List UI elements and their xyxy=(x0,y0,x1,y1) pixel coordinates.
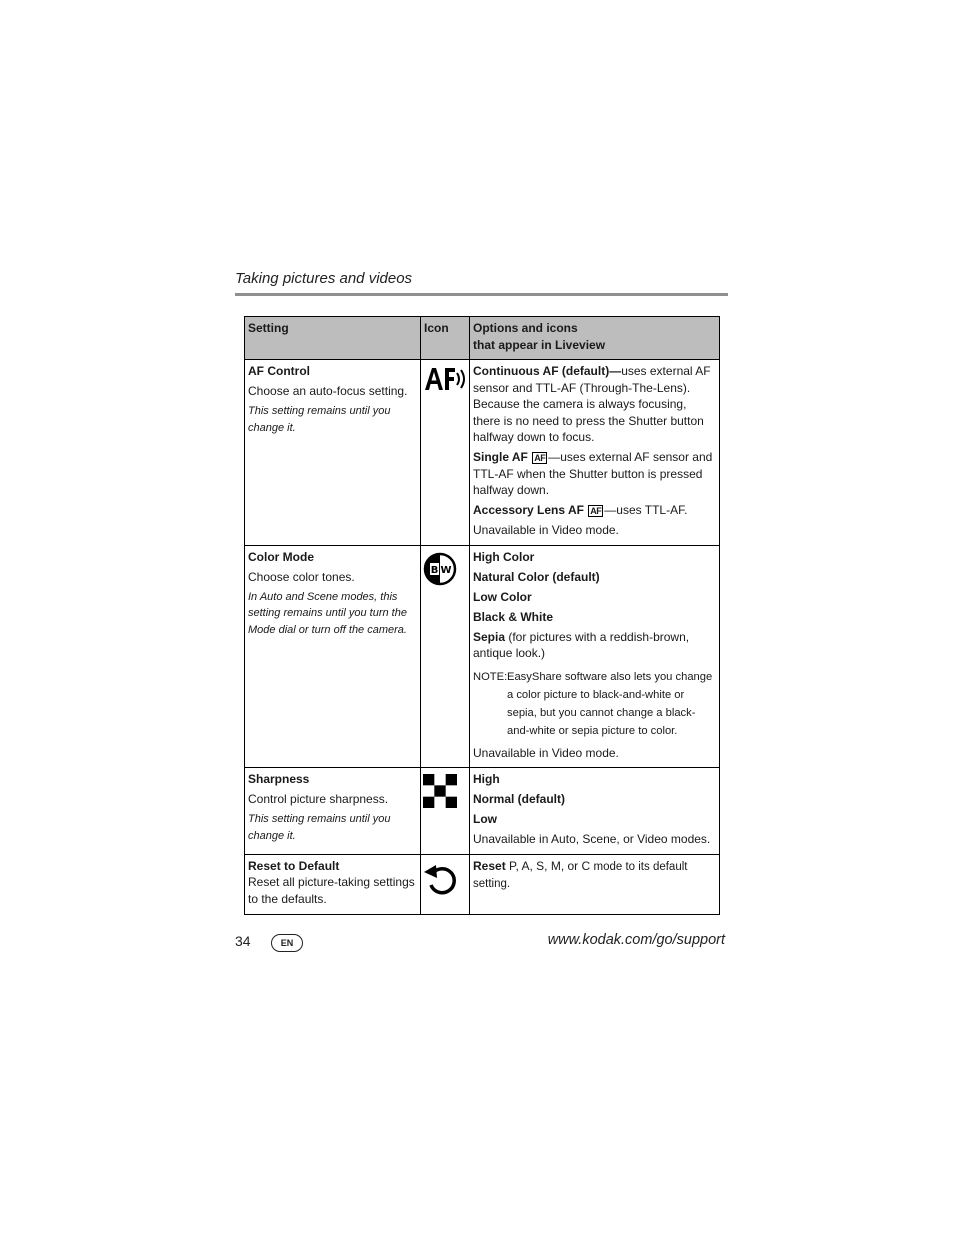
option-natural-color: Natural Color (default) xyxy=(473,569,600,584)
table-row xyxy=(245,360,720,546)
option-accessory xyxy=(473,502,716,519)
header-setting: Setting xyxy=(245,317,421,360)
setting-description: Reset all picture-taking settings to the defaults. xyxy=(248,875,415,906)
table-row xyxy=(245,768,720,855)
bw-icon-b: B xyxy=(430,564,439,576)
option-sepia-text: (for pictures with a reddish-brown, antique look.) xyxy=(473,629,690,660)
setting-cell xyxy=(245,854,421,914)
icon-cell xyxy=(421,545,470,768)
setting-name: Color Mode xyxy=(248,549,314,564)
option-accessory-text: —uses TTL-AF. xyxy=(604,503,688,517)
setting-cell xyxy=(245,768,421,855)
icon-cell xyxy=(421,854,470,914)
options-cell xyxy=(470,854,720,914)
af-accessory-icon: AF xyxy=(590,505,602,516)
header-rule xyxy=(235,293,728,296)
option-high: High xyxy=(473,772,500,786)
setting-note: This setting remains until you change it. xyxy=(248,813,391,842)
options-cell xyxy=(470,768,720,855)
setting-cell xyxy=(245,545,421,768)
option-sepia-label: Sepia xyxy=(473,629,506,644)
option-single-text: —uses external AF sensor and TTL-AF when the Shutter button is pressed halfway down. xyxy=(473,450,713,497)
setting-description: Choose color tones. xyxy=(248,569,355,584)
icon-cell xyxy=(421,768,470,855)
option-reset-label: Reset xyxy=(473,858,506,873)
option-reset-rest: mode to its default setting. xyxy=(473,860,688,890)
header-options xyxy=(470,317,720,360)
option-accessory-label: Accessory Lens AF xyxy=(473,503,584,517)
option-reset-modes: P, A, S, M, or C xyxy=(505,858,594,873)
option-normal: Normal (default) xyxy=(473,792,566,806)
sharpness-checker-icon xyxy=(423,774,457,808)
language-badge: EN xyxy=(271,934,303,952)
settings-table xyxy=(244,316,720,915)
option-low-color: Low Color xyxy=(473,589,532,604)
note-label: NOTE: xyxy=(473,670,508,683)
reset-arrow-icon xyxy=(423,861,459,897)
setting-description: Choose an auto-focus setting. xyxy=(248,384,408,398)
page-number: 34 xyxy=(235,933,251,949)
note-block xyxy=(473,668,716,740)
option-unavailable: Unavailable in Video mode. xyxy=(473,745,619,760)
option-continuous-text: uses external AF sensor and TTL-AF (Through-The-Lens). Because the camera is always focusing, there is no need to press the Shutter button halfway down to focus. xyxy=(473,364,711,444)
option-single xyxy=(473,449,716,499)
setting-note: In Auto and Scene modes, this setting remains until you turn the Mode dial or turn off the camera. xyxy=(248,590,407,636)
options-cell xyxy=(470,360,720,546)
options-cell xyxy=(470,545,720,768)
setting-name: AF Control xyxy=(248,364,310,378)
option-continuous-label: Continuous AF (default)— xyxy=(473,364,622,378)
setting-cell xyxy=(245,360,421,546)
setting-description: Control picture sharpness. xyxy=(248,792,389,806)
option-sepia xyxy=(473,629,716,662)
table-row xyxy=(245,854,720,914)
table-row xyxy=(245,545,720,768)
option-single-label: Single AF xyxy=(473,450,528,464)
icon-cell xyxy=(421,360,470,546)
option-reset xyxy=(473,858,716,893)
option-black-white: Black & White xyxy=(473,609,554,624)
setting-name: Reset to Default xyxy=(248,858,340,873)
af-continuous-icon xyxy=(423,366,467,392)
bw-icon-w: W xyxy=(440,564,452,576)
af-single-icon: AF xyxy=(534,452,546,463)
option-high-color: High Color xyxy=(473,549,535,564)
setting-note: This setting remains until you change it. xyxy=(248,405,391,434)
header-icon: Icon xyxy=(421,317,470,360)
option-low: Low xyxy=(473,812,497,826)
table-header-row xyxy=(245,317,720,360)
option-unavailable: Unavailable in Auto, Scene, or Video modes. xyxy=(473,832,711,846)
header-options-line2: that appear in Liveview xyxy=(473,337,606,352)
setting-name: Sharpness xyxy=(248,772,310,786)
running-title: Taking pictures and videos xyxy=(235,270,413,287)
header-options-line1: Options and icons xyxy=(473,321,578,335)
support-url: www.kodak.com/go/support xyxy=(547,932,725,948)
note-text: EasyShare software also lets you change a color picture to black-and-white or sepia, but you cannot change a black-and-white or sepia picture to color. xyxy=(507,670,713,737)
option-unavailable: Unavailable in Video mode. xyxy=(473,523,619,537)
black-white-icon xyxy=(423,552,457,586)
option-continuous xyxy=(473,363,716,446)
